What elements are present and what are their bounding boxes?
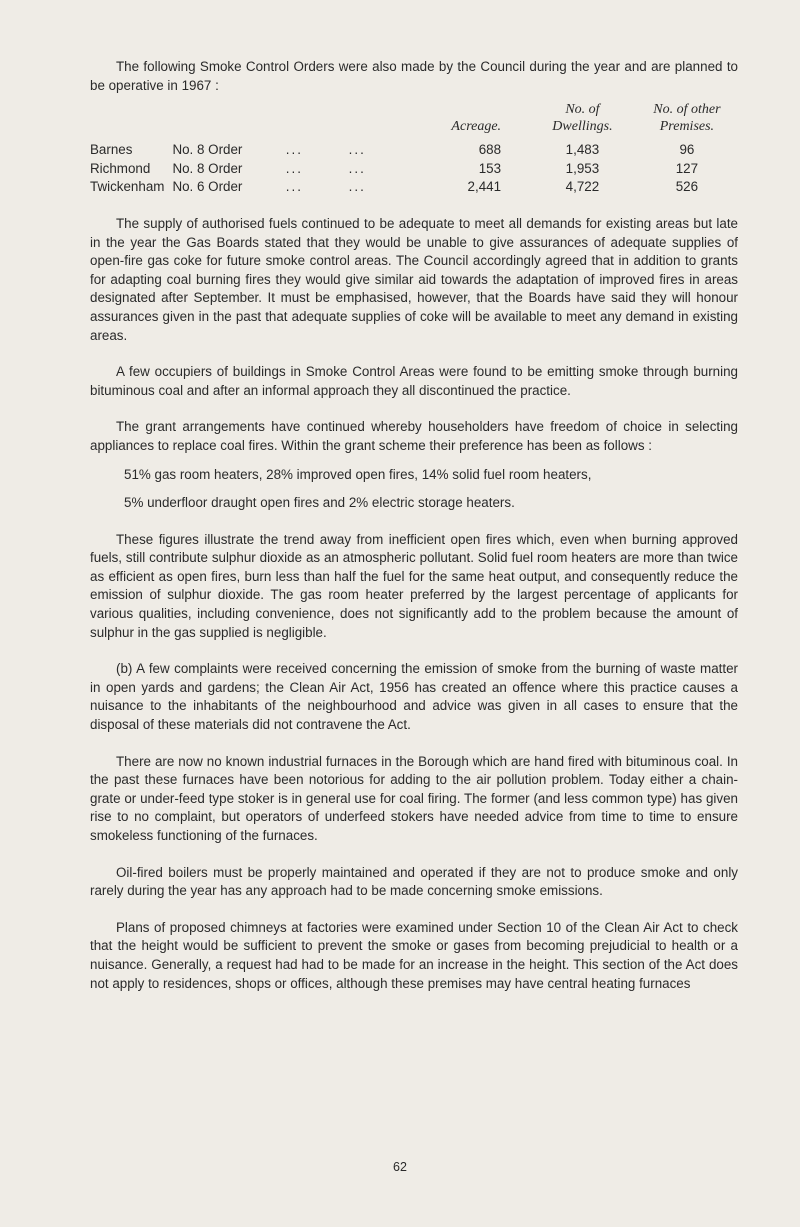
cell-premises: 526 <box>675 179 699 195</box>
page-number: 62 <box>393 1160 407 1174</box>
cell-dwellings: 1,483 <box>565 142 600 158</box>
cell-leader-dots: ... ... <box>285 179 366 195</box>
cell-area: Richmond <box>90 160 151 176</box>
cell-order: No. 6 Order <box>172 179 243 195</box>
paragraph-fuel-supply: The supply of authorised fuels continued to be adequate to meet all demands for existing areas but late in the year the Gas Boards stated that they would be unable to give assurances of adequate supplies of open-fire gas coke for future smoke control areas. The Council accordingly agreed that in addition to grants for adapting coal burning fires they would give similar aid towards the adaptation of improved fires in areas designated after September. It must be emphasised, however, that the Boards have said they will honour assurances given in the past that adequate supplies of coke will be available to meet any demand in existing areas. <box>90 215 738 343</box>
table-row <box>90 160 738 179</box>
cell-acreage: 153 <box>478 160 502 176</box>
header-acreage: Acreage. <box>451 119 502 135</box>
header-dwellings <box>529 101 636 141</box>
paragraph-industrial-furnaces: There are now no known industrial furnaces in the Borough which are hand fired with bituminous coal. In the past these furnaces have been notorious for adding to the air pollution problem. Today either a chain-grate or under-feed type stoker is in general use for coal firing. The former (and less common type) has given rise to no complaint, but operators of underfeed stokers have needed advice from time to time to ensure smokeless functioning of the furnaces. <box>90 753 738 843</box>
cell-order: No. 8 Order <box>172 142 243 158</box>
paragraph-occupiers: A few occupiers of buildings in Smoke Control Areas were found to be emitting smoke through burning bituminous coal and after an informal approach they all discontinued the practice. <box>90 364 738 398</box>
cell-acreage: 688 <box>478 142 502 158</box>
cell-leader-dots: ... ... <box>285 160 366 176</box>
table-row <box>90 178 738 197</box>
cell-dwellings: 4,722 <box>565 179 600 195</box>
smoke-control-orders-table <box>90 101 738 197</box>
table-header-row <box>90 101 738 141</box>
preferences-line-2: 5% underfloor draught open fires and 2% electric storage heaters. <box>124 495 515 511</box>
cell-premises: 127 <box>675 160 699 176</box>
paragraph-chimneys: Plans of proposed chimneys at factories were examined under Section 10 of the Clean Air Act to check that the height would be sufficient to prevent the smoke or gases from becoming prejudicial to health or a nuisance. Generally, a request had had to be made for an increase in the height. This section of the Act does not apply to residences, shops or offices, although these premises may have central heating furnaces <box>90 919 738 991</box>
paragraph-trend: These figures illustrate the trend away from inefficient open fires which, even when burning approved fuels, still contribute sulphur dioxide as an atmospheric pollutant. Solid fuel room heaters are more than twice as efficient as open fires, burn less than half the fuel for the same heat output, and consequently reduce the emission of sulphur dioxide. The gas room heater preferred by the largest percentage of applicants for various qualities, including convenience, does not significantly add to the problem because the amount of sulphur in the gas supplied is negligible. <box>90 531 738 640</box>
cell-premises: 96 <box>679 142 695 158</box>
header-dwellings-text: No. of Dwellings. <box>552 102 613 135</box>
cell-dwellings: 1,953 <box>565 160 600 176</box>
cell-order: No. 8 Order <box>172 160 243 176</box>
cell-acreage: 2,441 <box>467 179 502 195</box>
cell-area: Twickenham <box>90 179 165 195</box>
table-row <box>90 141 738 160</box>
cell-area: Barnes <box>90 142 133 158</box>
paragraph-oil-boilers: Oil-fired boilers must be properly maintained and operated if they are not to produce smoke and only rarely during the year has any approach had to be made concerning smoke emissions. <box>90 864 738 899</box>
preferences-line-1: 51% gas room heaters, 28% improved open fires, 14% solid fuel room heaters, <box>124 466 592 482</box>
paragraph-grant-arrangements: The grant arrangements have continued whereby householders have freedom of choice in selecting appliances to replace coal fires. Within the grant scheme their preference has been as follows : <box>90 419 738 453</box>
cell-leader-dots: ... ... <box>285 142 366 158</box>
header-premises <box>636 101 738 141</box>
header-premises-text: No. of other Premises. <box>653 102 721 135</box>
intro-paragraph: The following Smoke Control Orders were also made by the Council during the year and are planned to be operative in 1967 : <box>90 59 738 93</box>
paragraph-complaints: (b) A few complaints were received concerning the emission of smoke from the burning of waste matter in open yards and gardens; the Clean Air Act, 1956 has created an offence where this practice causes a nuisance to the inhabitants of the neighbourhood and advice was given in all cases to ensure that the disposal of these materials did not contravene the Act. <box>90 661 738 733</box>
